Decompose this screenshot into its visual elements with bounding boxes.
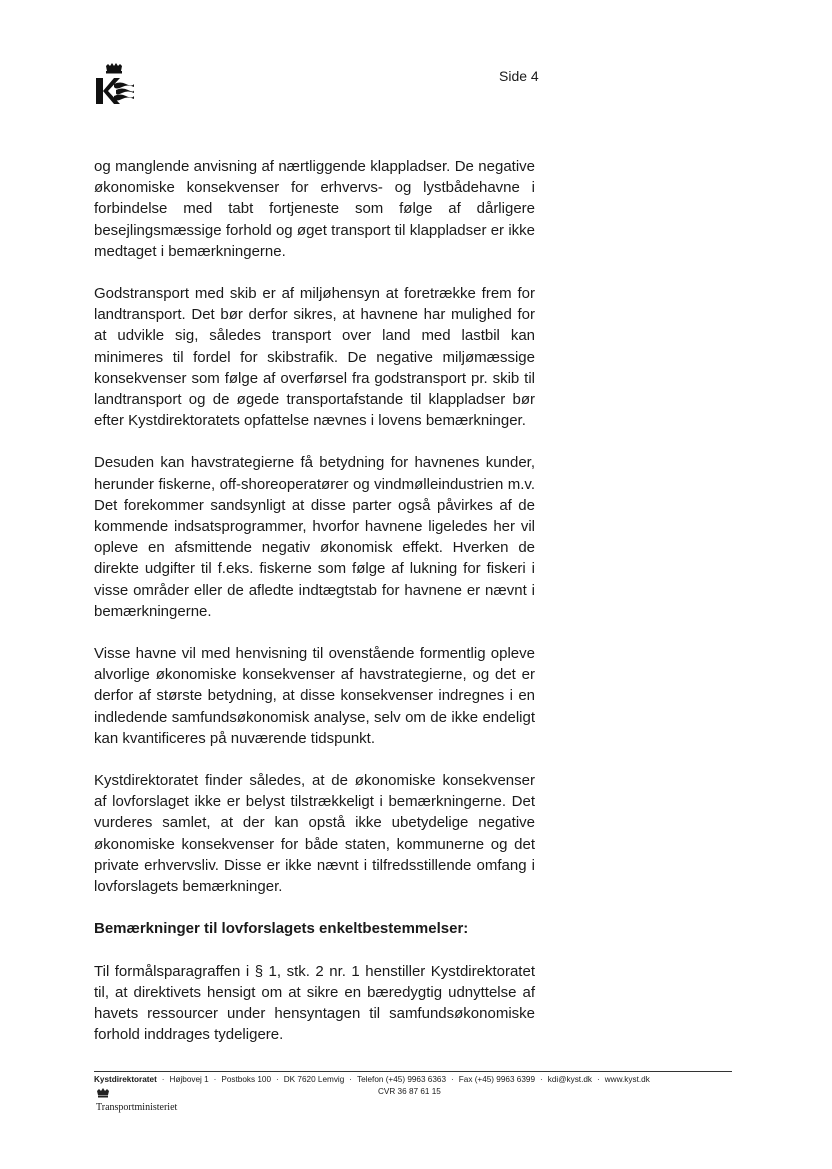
footer-phone: Telefon (+45) 9963 6363 xyxy=(357,1075,447,1084)
paragraph: og manglende anvisning af nærtliggende klappladser. De negative økonomiske konsekvenser for erhvervs- og lystbådehavne i forbindelse med tabt fortjeneste som følge af dårligere besejlingsmæssige forhold og øget transport til klappladser er ikke medtaget i bemærkningerne. xyxy=(94,158,535,260)
kystdirektoratet-logo-icon xyxy=(94,62,134,108)
footer-contact-line xyxy=(94,1075,734,1084)
separator: · xyxy=(213,1075,217,1084)
crown-icon xyxy=(96,1088,110,1098)
separator: · xyxy=(349,1075,353,1084)
footer-address: Højbovej 1 xyxy=(169,1075,209,1084)
footer-web: www.kyst.dk xyxy=(604,1075,650,1084)
footer-pobox: Postboks 100 xyxy=(221,1075,272,1084)
paragraph: Kystdirektoratet finder således, at de økonomiske konsekvenser af lovforslaget ikke er belyst tilstrækkeligt i bemærkningerne. Det vurderes samlet, at der kan opstå ikke ubetydelige negative økonomiske konsekvenser for både staten, kommunerne og det private erhvervsliv. Disse er ikke nævnt i tilfredsstillende omfang i lovforslagets bemærkninger. xyxy=(94,772,535,896)
footer-cvr: CVR 36 87 61 15 xyxy=(378,1087,441,1096)
letter-body xyxy=(94,156,535,1066)
ministry-name: Transportministeriet xyxy=(96,1102,178,1113)
section-heading: Bemærkninger til lovforslagets enkeltbestemmelser: xyxy=(94,920,469,938)
footer-email: kdi@kyst.dk xyxy=(547,1075,593,1084)
separator: · xyxy=(597,1075,600,1084)
paragraph: Godstransport med skib er af miljøhensyn at foretrække frem for landtransport. Det bør derfor sikres, at havnene har mulighed for at udvikle sig, således transport over land med lastbil kan minimeres til fordel for skibstrafik. De negative miljømæssige konsekvenser som følge af overførsel fra godstransport pr. skib til landtransport og de øgede transportafstande til klappladser bør efter Kystdirektoratets opfattelse nævnes i lovens bemærkninger. xyxy=(94,285,535,430)
separator: · xyxy=(161,1075,165,1084)
separator: · xyxy=(540,1075,543,1084)
paragraph: Desuden kan havstrategierne få betydning for havnenes kunder, herunder fiskerne, off-shoreoperatører og vindmølleindustrien m.v. Det forekommer sandsynligt at disse parter også påvirkes af de kommende indsatsprogrammer, hvorfor havnene ligeledes her vil opleve en afsmittende negativ økonomisk effekt. Hverken de direkte udgifter til f.eks. fiskerne som følge af lukning for fiskeri i visse områder eller de afledte indtægtstab for havnene er nævnt i bemærkningerne. xyxy=(94,454,535,620)
footer-city: DK 7620 Lemvig xyxy=(283,1075,345,1084)
footer-org: Kystdirektoratet xyxy=(94,1075,157,1084)
separator: · xyxy=(276,1075,279,1084)
page-number: Side 4 xyxy=(499,68,539,84)
paragraph: Til formålsparagraffen i § 1, stk. 2 nr. 1 henstiller Kystdirektoratet til, at direktivets hensigt om at sikre en bæredygtig udnyttelse af havets ressourcer under hensyntagen til samfundsøkonomiske forhold inddrages tydeligere. xyxy=(94,962,535,1044)
footer-fax: Fax (+45) 9963 6399 xyxy=(458,1075,536,1084)
footer-divider xyxy=(94,1071,732,1072)
paragraph: Visse havne vil med henvisning til ovenstående formentlig opleve alvorlige økonomiske konsekvenser af havstrategierne, og det er derfor af største betydning, at disse konsekvenser indregnes i en indledende samfundsøkonomisk analyse, selv om de ikke endeligt kan kvantificeres på nuværende tidspunkt. xyxy=(94,645,535,747)
separator: · xyxy=(451,1075,454,1084)
